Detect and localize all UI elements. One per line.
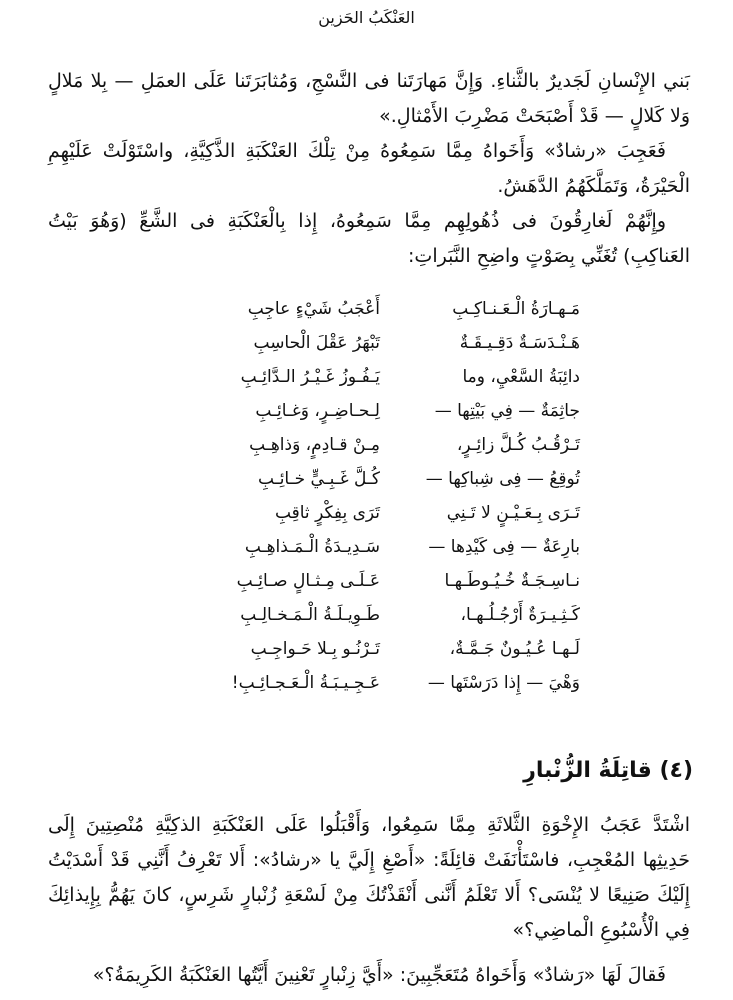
poem-hemistich-first: وَهْيَ — إِذا دَرَسْتَها —	[427, 673, 580, 693]
paragraph: بَني الإِنْسانِ لَجَديرٌ بالثَّناءِ. وَإِنَّ مَهارَتَنا فى النَّسْجِ، وَمُثابَرَتَنا عَلَى العمَلِ — بِلا مَلالٍ وَلا كَلالٍ — قَدْ أَصْبَحَتْ مَضْرِبَ الأَمْثالِ.»	[48, 70, 690, 127]
poem-hemistich-first: بارِعَةٌ — فِى كَيْدِها —	[428, 537, 580, 557]
poem-hemistich-first: تَـرْقُـبُ كُـلَّ زائِـرٍ،	[456, 435, 580, 455]
paragraph: فَقالَ لَهَا «رَشادٌ» وَأَخَواهُ مُتَعَجِّبِينَ: «أَيَّ زِنْبارٍ تَعْنِينَ أَيَّتُها العَنْكَبَةُ الكَرِيمَةُ؟»	[92, 964, 666, 986]
poem-hemistich-first: تَـرَى بِـعَـيْـنٍ لا تَـنِي	[446, 503, 580, 523]
poem-hemistich-second: يَـفُـوزُ غَـيْـرُ الـدَّائِـبِ	[240, 367, 380, 387]
poem-hemistich-second: تَرَى بِفِكْرٍ ثاقِبِ	[274, 503, 380, 523]
poem	[180, 299, 580, 707]
poem-hemistich-second: تَبْهَرُ عَقْلَ الْحاسِبِ	[253, 333, 380, 353]
paragraph: فَعَجِبَ «رشادٌ» وَأَخَواهُ مِمَّا سَمِعُوهُ مِنْ تِلْكَ العَنْكَبَةِ الذَّكِيَّةِ، واسْتَوْلَتْ عَلَيْهِمِ الْحَيْرَةُ، وَتَمَلَّكَهُمُ الدَّهَشُ.	[48, 140, 690, 197]
poem-verse	[180, 299, 580, 333]
poem-hemistich-first: جاثِمَةٌ — فِي بَيْتِها —	[434, 401, 580, 421]
poem-verse	[180, 435, 580, 469]
poem-verse	[180, 605, 580, 639]
poem-hemistich-first: مَـهـارَةُ الْـعَـنـاكِـبِ	[452, 299, 580, 319]
poem-hemistich-second: سَـدِيـدَةُ الْـمَـذاهِـبِ	[244, 537, 380, 557]
poem-hemistich-first: دائِبَةُ السَّعْيِ، وما	[462, 367, 580, 387]
poem-hemistich-second: طَـوِيـلَـةُ الْـمَـخـالِـبِ	[240, 605, 380, 625]
running-head: العَنْكَبُ الحَزين	[318, 8, 415, 27]
poem-hemistich-second: لِـحـاضِـرٍ، وَغـائِـبِ	[255, 401, 380, 421]
poem-verse	[180, 401, 580, 435]
poem-verse	[180, 367, 580, 401]
poem-verse	[180, 333, 580, 367]
poem-hemistich-first: هَـنْـدَسَـةٌ دَقِـيـقَـةٌ	[459, 333, 580, 353]
poem-hemistich-second: كُـلَّ غَـبِـيٍّ خـائِـبِ	[258, 469, 380, 489]
poem-hemistich-first: نـاسِـجَـةٌ خُـيُـوطَـهـا	[444, 571, 580, 591]
paragraph: وإِنَّهُمْ لَغارِقُونَ فى ذُهُولِهِم مِمَّا سَمِعُوهُ، إِذا بِالْعَنْكَبَةِ فى الشَّعِّ (وَهُوَ بَيْتُ العَناكِبِ) تُغَنِّي بِصَوْتٍ واضِحِ النَّبَراتِ:	[48, 210, 690, 267]
poem-verse	[180, 571, 580, 605]
section-heading: (٤) قاتِلَةُ الزُّنْبارِ	[523, 758, 693, 783]
poem-hemistich-second: عَـجِـيـبَـةُ الْـعَـجـائِـبِ!	[231, 673, 380, 693]
poem-hemistich-first: لَـهـا عُـيُـونٌ جَـمَّـةٌ،	[449, 639, 580, 659]
poem-hemistich-second: عَـلَـى مِـثـالٍ صـائِـبِ	[236, 571, 380, 591]
poem-hemistich-first: تُوقِعُ — فِى شِباكِها —	[425, 469, 580, 489]
poem-hemistich-second: مِـنْ قـادِمٍ، وَذاهِـبِ	[249, 435, 380, 455]
poem-verse	[180, 639, 580, 673]
poem-verse	[180, 537, 580, 571]
poem-verse	[180, 469, 580, 503]
poem-hemistich-first: كَـثِـيـرَةٌ أَرْجُـلُـهـا،	[460, 605, 580, 625]
poem-verse	[180, 503, 580, 537]
poem-verse	[180, 673, 580, 707]
poem-hemistich-second: تَـرْنُـو بِـلا حَـواجِـبِ	[250, 639, 380, 659]
poem-hemistich-second: أَعْجَبُ شَيْءٍ عاجِبِ	[247, 299, 380, 319]
paragraph: اشْتَدَّ عَجَبُ الإِخْوَةِ الثَّلاثَةِ مِمَّا سَمِعُوا، وَأَقْبَلُوا عَلَى العَنْكَبَةِ الذكِيَّةِ مُنْصِتِينَ إِلَى حَدِيثِها المُعْجِبِ، فاسْتَأْنَفَتْ قائِلَةً: «أَصْغِ إِلَيَّ يا «رشادُ»: أَلا تَعْرِفُ أَنَّنِي قَدْ أَسْدَيْتُ إِلَيْكَ صَنِيعًا لا يُنْسَى؟ أَلا تَعْلَمُ أَنَّنى أَنْقَذْتُكَ مِنْ لَسْعَةِ زُنْبارٍ شَرِسٍ، كانَ يَهُمُّ بِإِيذائِكَ فِي الْأُسْبُوعِ الْماضِي؟»	[48, 814, 690, 941]
